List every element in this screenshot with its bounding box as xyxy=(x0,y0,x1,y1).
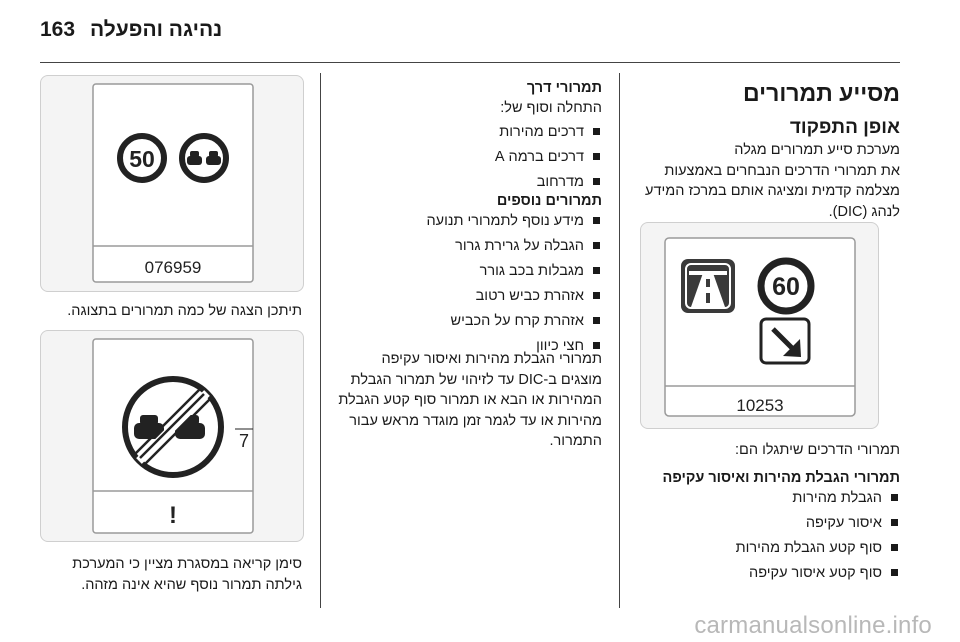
caption-line: גילתה תמרור נוסף שהיא אינה מזהה. xyxy=(81,576,302,593)
header-rule xyxy=(40,62,900,63)
list-item: אזהרת קרח על הכביש xyxy=(382,310,602,335)
watermark: carmanualsonline.info xyxy=(694,612,932,639)
page-number: 163 xyxy=(40,18,76,41)
intro-line: מצלמה קדמית ומציגה אותם במרכז המידע xyxy=(645,183,900,199)
intro-paragraph xyxy=(635,140,900,222)
column-divider-left xyxy=(320,73,321,608)
speed-value-60: 60 xyxy=(772,273,800,301)
list-item: הגבלה על גרירת גרור xyxy=(382,235,602,260)
list-item: הגבלת מהירות xyxy=(650,487,900,512)
dic-display-figure xyxy=(640,222,879,429)
road-signs-intro: התחלה וסוף של: xyxy=(500,100,602,116)
motorway-sign-icon xyxy=(681,259,735,313)
list-item: איסור עקיפה xyxy=(650,512,900,537)
chapter-title: נהיגה והפעלה xyxy=(90,18,223,41)
intro-line: מערכת סייע תמרורים מגלה xyxy=(734,142,900,158)
additional-signs-heading: תמרורים נוספים xyxy=(496,193,602,209)
intro-line: לנהג (DIC). xyxy=(828,203,900,220)
list-item: דרכים מהירות xyxy=(402,121,602,146)
list-item: מידע נוסף לתמרורי תנועה xyxy=(382,210,602,235)
road-signs-list xyxy=(402,121,602,196)
multiple-signs-graphic xyxy=(41,76,303,291)
no-overtaking-sign-icon xyxy=(182,136,226,180)
list-item: דרכים ברמה A xyxy=(402,146,602,171)
figure-code-10253: 10253 xyxy=(736,396,784,415)
display-duration-paragraph xyxy=(337,349,602,452)
unrecognized-sign-figure xyxy=(40,330,304,542)
list-item: אזהרת כביש רטוב xyxy=(382,285,602,310)
end-of-no-overtaking-sign-icon xyxy=(125,379,221,475)
paragraph-line: מהירות או עד לגמר זמן מוגדר מראש עבור xyxy=(349,412,602,429)
speed-limit-50-sign-icon xyxy=(120,136,164,180)
exit-arrow-sign-icon xyxy=(761,319,809,363)
subsection-title: אופן התפקוד xyxy=(789,117,900,138)
additional-signs-list xyxy=(382,210,602,360)
speed-value-50: 50 xyxy=(129,146,155,172)
list-item: סוף קטע איסור עקיפה xyxy=(650,562,900,587)
list-item: מגבלות בכב גורר xyxy=(382,260,602,285)
dic-display-graphic xyxy=(641,223,878,428)
paragraph-line: המהירות או הבא או תמרור סוף קטע הגבלת xyxy=(338,392,602,408)
caption-line: סימן קריאה במסגרת מציין כי המערכת xyxy=(72,556,302,572)
section-title: מסייע תמרורים xyxy=(743,80,900,106)
list-item: מדרחוב xyxy=(402,171,602,196)
speed-signs-subheading: תמרורי הגבלת מהירות ואיסור עקיפה xyxy=(662,470,900,486)
list-item: חצי כיוון xyxy=(382,335,602,360)
detected-signs-intro: תמרורי הדרכים שיתגלו הם: xyxy=(735,442,900,458)
callout-number-7: 7 xyxy=(238,431,250,451)
paragraph-line: תמרורי הגבלת מהירות ואיסור עקיפה xyxy=(381,351,602,367)
exclamation-mark-icon: ! xyxy=(169,502,177,529)
list-item: סוף קטע הגבלת מהירות xyxy=(650,537,900,562)
paragraph-line: התמרור. xyxy=(549,433,602,449)
speed-signs-list xyxy=(650,487,900,587)
figure-code-076959: 076959 xyxy=(144,258,202,277)
speed-limit-60-sign-icon xyxy=(761,261,811,311)
unrecognized-sign-caption xyxy=(37,554,302,595)
intro-line: את תמרורי הדרכים הנבחרים באמצעות xyxy=(664,162,900,179)
multiple-signs-caption: תיתכן הצגה של כמה תמרורים בתצוגה. xyxy=(67,303,302,319)
road-signs-heading: תמרורי דרך xyxy=(526,80,602,96)
multiple-signs-figure xyxy=(40,75,304,292)
unrecognized-sign-graphic xyxy=(41,331,303,541)
paragraph-line: מוצגים ב-DIC עד לזיהוי של תמרור הגבלת xyxy=(350,371,602,388)
column-divider-right xyxy=(619,73,620,608)
